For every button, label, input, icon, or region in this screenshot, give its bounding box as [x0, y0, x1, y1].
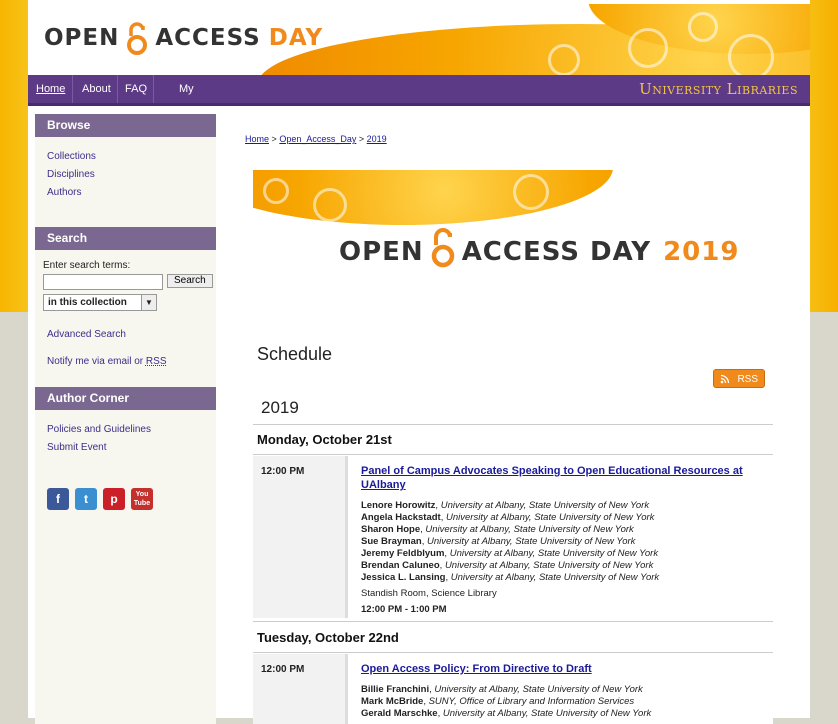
search-panel [35, 250, 216, 311]
presenter: Jessica L. Lansing, University at Albany, State University of New York [361, 572, 660, 583]
search-scope-select[interactable] [43, 294, 157, 311]
logo-open: OPEN [44, 25, 120, 51]
banner-swoosh [253, 170, 613, 225]
banner-day: DAY [590, 237, 652, 267]
rss-icon [720, 374, 730, 384]
search-label: Enter search terms: [43, 260, 131, 271]
nav-faq[interactable]: FAQ [125, 83, 148, 95]
breadcrumb-sep: > [271, 134, 277, 144]
presenter: Angela Hackstadt, University at Albany, State University of New York [361, 512, 655, 523]
sidebar [35, 114, 216, 724]
event-time: 12:00 PM [261, 466, 305, 477]
page-container [28, 4, 810, 718]
presenter: Sue Brayman, University at Albany, State University of New York [361, 536, 636, 547]
event-location: Standish Room, Science Library [361, 588, 497, 599]
submit-event-link[interactable]: Submit Event [47, 442, 107, 453]
presenter: Lenore Horowitz, University at Albany, State University of New York [361, 500, 650, 511]
twitter-icon[interactable]: t [75, 488, 97, 510]
breadcrumb-year[interactable]: 2019 [366, 134, 387, 144]
presenter: Sharon Hope, University at Albany, State University of New York [361, 524, 634, 535]
site-logo[interactable] [44, 22, 323, 54]
rss-button[interactable] [713, 369, 765, 388]
chevron-down-icon: ▼ [141, 295, 156, 310]
notify-line [47, 356, 204, 367]
decor-circle [548, 44, 580, 75]
banner-open: OPEN [339, 237, 424, 267]
decor-circle [263, 178, 289, 204]
divider [253, 652, 773, 653]
browse-authors-link[interactable]: Authors [47, 187, 82, 198]
decor-circle [513, 174, 549, 210]
university-libraries-logo[interactable]: University Libraries [639, 80, 798, 98]
browse-list [35, 137, 216, 221]
event-title-link[interactable]: Panel of Campus Advocates Speaking to Open Educational Resources at UAlbany [361, 465, 743, 491]
facebook-icon[interactable]: f [47, 488, 69, 510]
logo-day: DAY [268, 25, 324, 51]
advanced-search-link[interactable]: Advanced Search [47, 329, 126, 340]
nav-divider [117, 75, 118, 103]
decor-circle [728, 34, 774, 75]
author-corner-heading: Author Corner [35, 387, 216, 410]
day-heading: Tuesday, October 22nd [257, 630, 399, 645]
open-lock-icon [430, 228, 456, 268]
decor-circle [628, 28, 668, 68]
browse-heading: Browse [35, 114, 216, 137]
breadcrumb-home[interactable]: Home [245, 134, 270, 144]
divider [253, 424, 773, 425]
nav-divider [153, 75, 154, 103]
nav-divider [72, 75, 73, 103]
social-icons [35, 464, 216, 510]
presenter-list [361, 684, 761, 720]
open-lock-icon [125, 22, 149, 54]
site-header [28, 4, 810, 75]
presenter: Mark McBride, SUNY, Office of Library and Information Services [361, 696, 635, 707]
youtube-icon[interactable]: You Tube [131, 488, 153, 510]
search-heading: Search [35, 227, 216, 250]
event-title-link[interactable]: Open Access Policy: From Directive to Draft [361, 663, 592, 675]
year-heading: 2019 [261, 398, 299, 417]
divider [253, 454, 773, 455]
time-column [253, 456, 348, 618]
browse-disciplines-link[interactable]: Disciplines [47, 169, 95, 180]
page-title: Schedule [257, 344, 333, 364]
schedule-slot [253, 654, 773, 724]
nav-my[interactable]: My [179, 83, 194, 95]
notify-email-link[interactable]: Notify me via email or [47, 356, 144, 367]
event-info [361, 464, 761, 615]
breadcrumb [245, 134, 387, 144]
banner-year: 2019 [663, 237, 740, 267]
banner-access: ACCESS [461, 237, 581, 267]
notify-rss-link[interactable]: RSS [145, 356, 167, 367]
search-button[interactable]: Search [167, 274, 213, 288]
search-input[interactable] [43, 274, 163, 290]
event-time: 12:00 PM [261, 664, 305, 675]
browse-collections-link[interactable]: Collections [47, 151, 96, 162]
pinterest-icon[interactable]: p [103, 488, 125, 510]
author-corner-list [35, 410, 216, 464]
presenter: Jeremy Feldblyum, University at Albany, State University of New York [361, 548, 659, 559]
decor-circle [313, 188, 347, 222]
top-nav [28, 75, 810, 106]
presenter: Billie Franchini, University at Albany, State University of New York [361, 684, 643, 695]
event-info [361, 662, 761, 720]
logo-access: ACCESS [155, 25, 261, 51]
policies-link[interactable]: Policies and Guidelines [47, 424, 151, 435]
breadcrumb-sep: > [358, 134, 365, 144]
divider [253, 621, 773, 622]
schedule-slot [253, 456, 773, 618]
rss-label: RSS [737, 374, 758, 385]
event-banner [253, 170, 773, 280]
search-links [35, 311, 216, 371]
event-time-range: 12:00 PM - 1:00 PM [361, 604, 447, 615]
nav-about[interactable]: About [82, 83, 111, 95]
decor-circle [688, 12, 718, 42]
presenter-list [361, 500, 761, 584]
breadcrumb-section[interactable]: Open_Access_Day [279, 134, 357, 144]
search-scope-value: in this collection [48, 297, 127, 308]
presenter: Brendan Caluneo, University at Albany, State University of New York [361, 560, 654, 571]
presenter: Gerald Marschke, University at Albany, State University of New York [361, 708, 652, 719]
day-heading: Monday, October 21st [257, 432, 392, 447]
event-banner-title [339, 232, 739, 272]
nav-home[interactable]: Home [36, 83, 66, 95]
